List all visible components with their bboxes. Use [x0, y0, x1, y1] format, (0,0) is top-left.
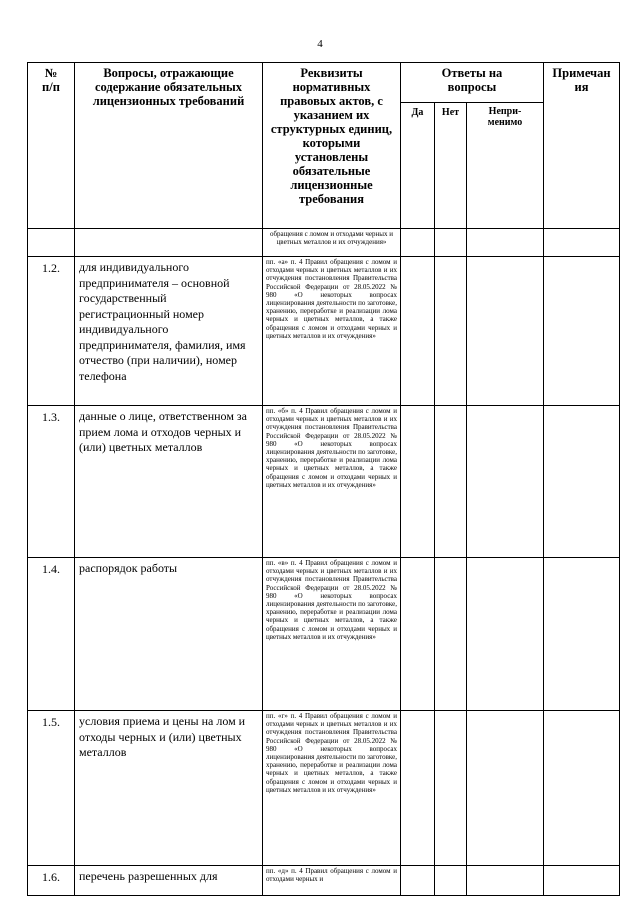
note-cell[interactable] — [544, 406, 620, 558]
row-number: 1.4. — [42, 562, 60, 576]
row-number: 1.2. — [42, 261, 60, 275]
question-text: данные о лице, ответственном за прием лома и отходов черных и (или) цветных металлов — [79, 409, 247, 454]
answer-yes-cell[interactable] — [401, 406, 435, 558]
question-text: перечень разрешенных для — [79, 869, 218, 883]
note-cell[interactable] — [544, 257, 620, 406]
answer-yes-cell[interactable] — [401, 558, 435, 711]
row-number: 1.3. — [42, 410, 60, 424]
requisites-text: пп. «а» п. 4 Правил обращения с ломом и отходами черных и цветных металлов и их отчуждения постановления Правительства Российской Федерации от 28.05.2022 № 980 «О некоторых вопросах лицензирования деятельности по заготовке, хранению, переработке и реализации лома черных и цветных металлов, а также обращения с ломом и отходами черных и цветных металлов и их отчуждения» — [266, 258, 397, 340]
answer-na-cell[interactable] — [467, 257, 544, 406]
question-text: распорядок работы — [79, 561, 178, 575]
table-row-continuation — [28, 229, 620, 257]
answer-no-cell[interactable] — [435, 711, 467, 866]
answer-yes-cell[interactable] — [401, 257, 435, 406]
header-questions: Вопросы, отражающие содержание обязательных лицензионных требований — [75, 63, 263, 229]
requisites-text: обращения с ломом и отходами черных и цветных металлов и их отчуждения» — [270, 230, 393, 247]
question-text: для индивидуального предпринимателя – основной государственный регистрационный номер индивидуального предпринимателя, фамилия, имя отчество (при наличии), номер телефона — [79, 260, 246, 383]
answer-na-cell[interactable] — [467, 406, 544, 558]
answer-no-cell[interactable] — [435, 558, 467, 711]
answer-no-cell[interactable] — [435, 257, 467, 406]
header-answers: Ответы на вопросы — [401, 63, 544, 103]
question-text: условия приема и цены на лом и отходы черных и (или) цветных металлов — [79, 714, 246, 759]
header-no: Нет — [435, 103, 467, 229]
answer-na-cell[interactable] — [467, 558, 544, 711]
answer-yes-cell[interactable] — [401, 711, 435, 866]
row-number: 1.5. — [42, 715, 60, 729]
row-number: 1.6. — [42, 870, 60, 884]
header-na: Непри- менимо — [467, 103, 544, 229]
requisites-text: пп. «в» п. 4 Правил обращения с ломом и отходами черных и цветных металлов и их отчуждения постановления Правительства Российской Федерации от 28.05.2022 № 980 «О некоторых вопросах лицензирования деятельности по заготовке, хранению, переработке и реализации лома черных и цветных металлов, а также обращения с ломом и отходами черных и цветных металлов и их отчуждения» — [266, 559, 397, 641]
answer-yes-cell[interactable] — [401, 866, 435, 896]
requisites-text: пп. «б» п. 4 Правил обращения с ломом и отходами черных и цветных металлов и их отчуждения постановления Правительства Российской Федерации от 28.05.2022 № 980 «О некоторых вопросах лицензирования деятельности по заготовке, хранению, переработке и реализации лома черных и цветных металлов, а также обращения с ломом и отходами черных и цветных металлов и их отчуждения» — [266, 407, 397, 489]
answer-na-cell[interactable] — [467, 711, 544, 866]
requisites-text: пп. «д» п. 4 Правил обращения с ломом и отходами черных и — [266, 867, 397, 884]
table-row — [28, 257, 620, 406]
checklist-table — [27, 62, 620, 896]
answer-no-cell[interactable] — [435, 866, 467, 896]
header-note: Примечан ия — [544, 63, 620, 229]
header-requisites: Реквизиты нормативных правовых актов, с указанием их структурных единиц, которыми установлены обязательные лицензионные требования — [263, 63, 401, 229]
answer-na-cell[interactable] — [467, 866, 544, 896]
answer-no-cell[interactable] — [435, 406, 467, 558]
requisites-text: пп. «г» п. 4 Правил обращения с ломом и отходами черных и цветных металлов и их отчуждения постановления Правительства Российской Федерации от 28.05.2022 № 980 «О некоторых вопросах лицензирования деятельности по заготовке, хранению, переработке и реализации лома черных и цветных металлов, а также обращения с ломом и отходами черных и цветных металлов и их отчуждения» — [266, 712, 397, 794]
table-row — [28, 711, 620, 866]
note-cell[interactable] — [544, 866, 620, 896]
header-num: № п/п — [28, 63, 75, 229]
note-cell[interactable] — [544, 711, 620, 866]
table-row — [28, 406, 620, 558]
table-row — [28, 866, 620, 896]
header-yes: Да — [401, 103, 435, 229]
table-row — [28, 558, 620, 711]
note-cell[interactable] — [544, 558, 620, 711]
page-number: 4 — [317, 38, 323, 50]
